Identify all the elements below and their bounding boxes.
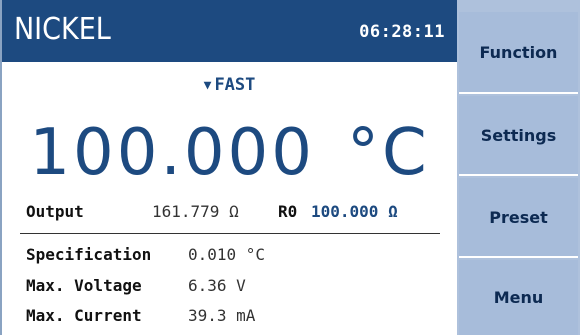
reading-unit: °C	[346, 116, 430, 190]
menu-button[interactable]: Menu	[459, 260, 578, 335]
sensor-type-title: NICKEL	[14, 12, 111, 47]
triangle-down-icon: ▼	[203, 78, 212, 93]
title-bar	[2, 0, 457, 62]
max-voltage-label: Max. Voltage	[26, 276, 142, 295]
max-current-row	[26, 306, 256, 325]
main-reading	[2, 115, 457, 191]
reading-value: 100.000	[29, 116, 315, 190]
function-button[interactable]: Function	[459, 12, 578, 94]
divider	[20, 233, 440, 234]
mode-selector[interactable]	[2, 75, 457, 95]
max-current-label: Max. Current	[26, 306, 142, 325]
r0-label: R0	[278, 202, 298, 221]
output-row	[26, 202, 398, 221]
specification-label: Specification	[26, 245, 152, 264]
clock: 06:28:11	[359, 22, 445, 42]
r0-value: 100.000 Ω	[311, 202, 398, 221]
specification-value: 0.010 °C	[188, 245, 266, 264]
preset-button[interactable]: Preset	[459, 178, 578, 258]
output-label: Output	[26, 202, 84, 221]
mode-label: FAST	[214, 75, 256, 95]
settings-button[interactable]: Settings	[459, 96, 578, 176]
softkey-panel	[457, 0, 580, 335]
max-voltage-row	[26, 276, 246, 295]
max-current-value: 39.3 mA	[188, 306, 256, 325]
output-value: 161.779 Ω	[152, 202, 239, 221]
specification-row	[26, 245, 266, 264]
max-voltage-value: 6.36 V	[188, 276, 246, 295]
